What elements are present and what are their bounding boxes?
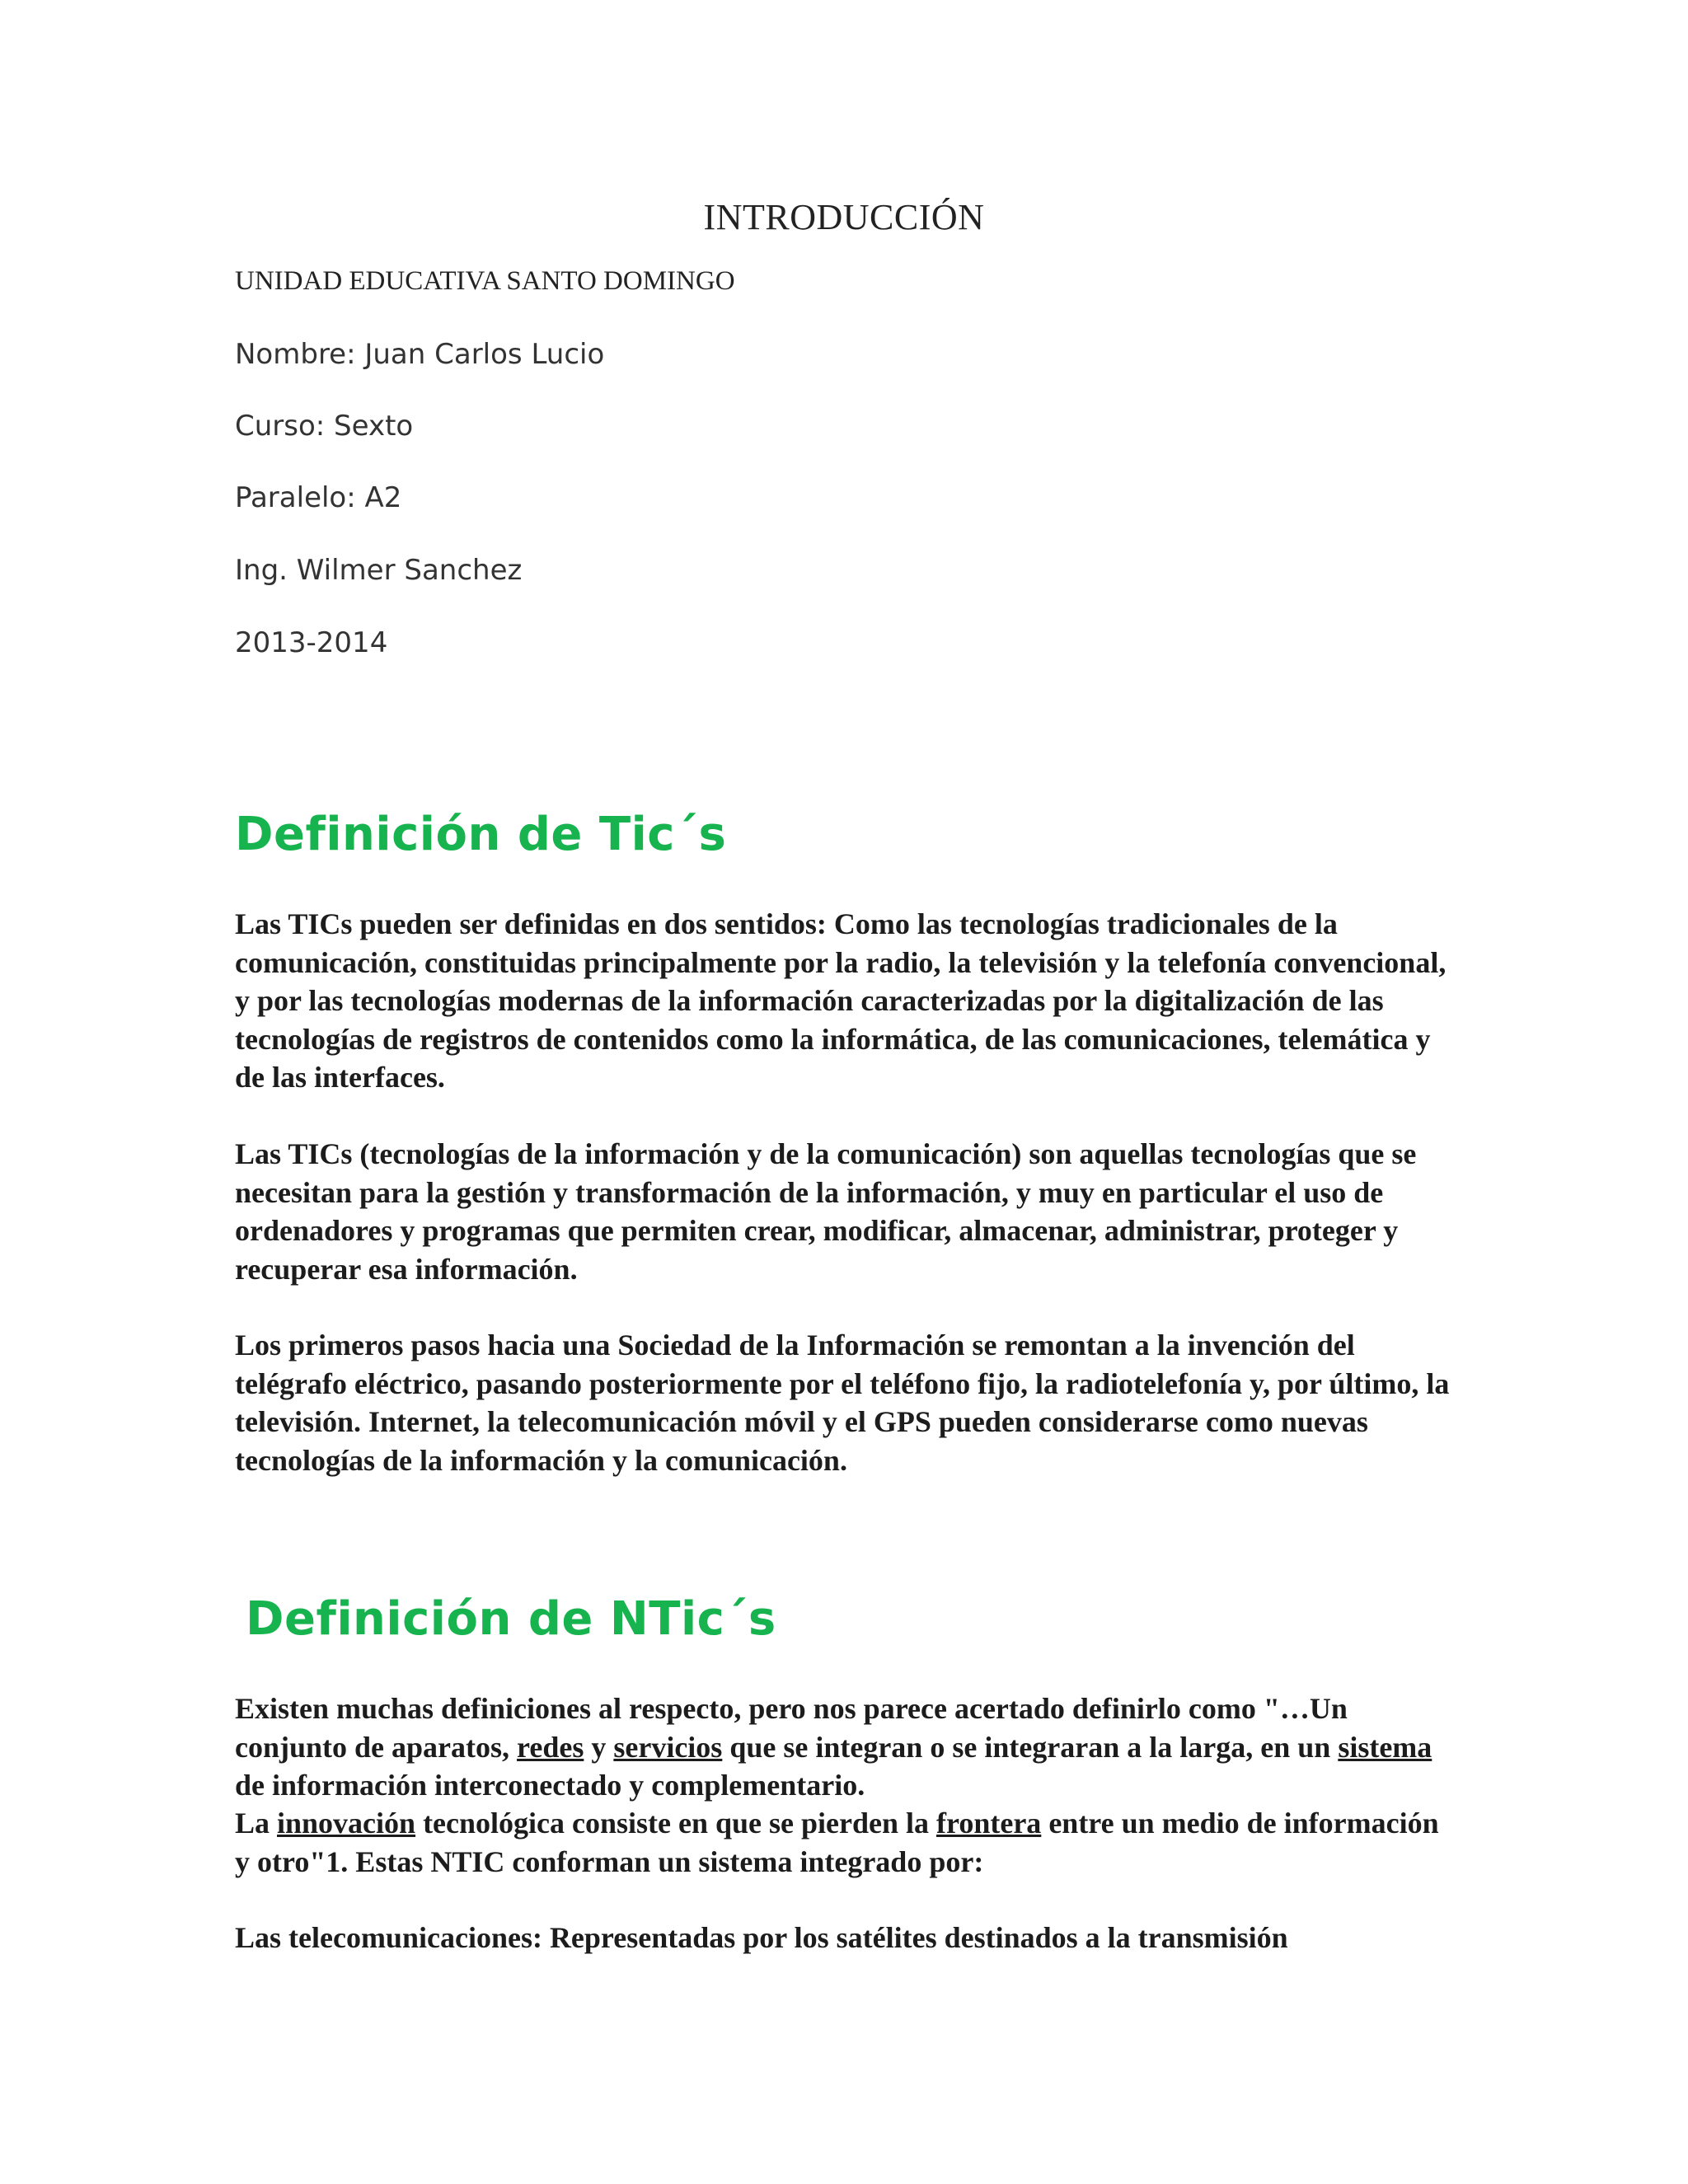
link-servicios[interactable]: servicios [613, 1730, 723, 1764]
text-run: Existen muchas definiciones al respecto, pero nos parece acertado definirlo como "…Un conjunto de aparatos, [235, 1692, 1348, 1764]
parallel: Paralelo: A2 [235, 481, 402, 514]
paragraph-ntics-1 [235, 1690, 1455, 1805]
text-run: La [235, 1807, 278, 1840]
text-run: entre un medio de información y otro"1. Estas NTIC conforman un sistema integrado por: [235, 1807, 1439, 1878]
paragraph-ntics-2 [235, 1804, 1455, 1881]
section-heading-ntics: Definición de NTic´s [246, 1592, 776, 1646]
link-innovacion[interactable]: innovación [277, 1807, 416, 1840]
link-redes[interactable]: redes [517, 1730, 584, 1764]
text-run: tecnológica consiste en que se pierden la [415, 1807, 937, 1840]
paragraph-tics-1: Las TICs pueden ser definidas en dos sentidos: Como las tecnologías tradicionales de la comunicación, constituidas principalmente por la radio, la televisión y la telefonía convencional, y por las tecnologías modernas de la información caracterizadas por la digitalización de las tecnologías de registros de contenidos como la informática, de las comunicaciones, telemática y de las interfaces. [235, 907, 1447, 1094]
school-year: 2013-2014 [235, 626, 388, 659]
paragraph-tics-2: Las TICs (tecnologías de la información y de la comunicación) son aquellas tecnologías que se necesitan para la gestión y transformación de la información, y muy en particular el uso de ordenadores y programas que permiten crear, modificar, almacenar, administrar, proteger y recuperar esa información. [235, 1137, 1417, 1286]
document-title: INTRODUCCIÓN [703, 197, 985, 237]
text-run: de información interconectado y complementario. [235, 1769, 865, 1802]
teacher: Ing. Wilmer Sanchez [235, 554, 523, 587]
section-heading-tics: Definición de Tic´s [235, 808, 727, 861]
paragraph-ntics-3: Las telecomunicaciones: Representadas por los satélites destinados a la transmisión [235, 1921, 1288, 1954]
school-name: UNIDAD EDUCATIVA SANTO DOMINGO [235, 266, 735, 296]
course: Curso: Sexto [235, 410, 414, 443]
link-frontera[interactable]: frontera [936, 1807, 1042, 1840]
paragraph-tics-3: Los primeros pasos hacia una Sociedad de la Información se remontan a la invención del telégrafo eléctrico, pasando posteriormente por el teléfono fijo, la radiotelefonía y, por último, la televisión. Internet, la telecomunicación móvil y el GPS pueden considerarse como nuevas tecnologías de la información y la comunicación. [235, 1329, 1450, 1477]
student-name: Nombre: Juan Carlos Lucio [235, 338, 605, 371]
text-run: que se integran o se integraran a la larga, en un [722, 1730, 1339, 1764]
link-sistema[interactable]: sistema [1338, 1730, 1432, 1764]
text-run: y [584, 1730, 614, 1764]
